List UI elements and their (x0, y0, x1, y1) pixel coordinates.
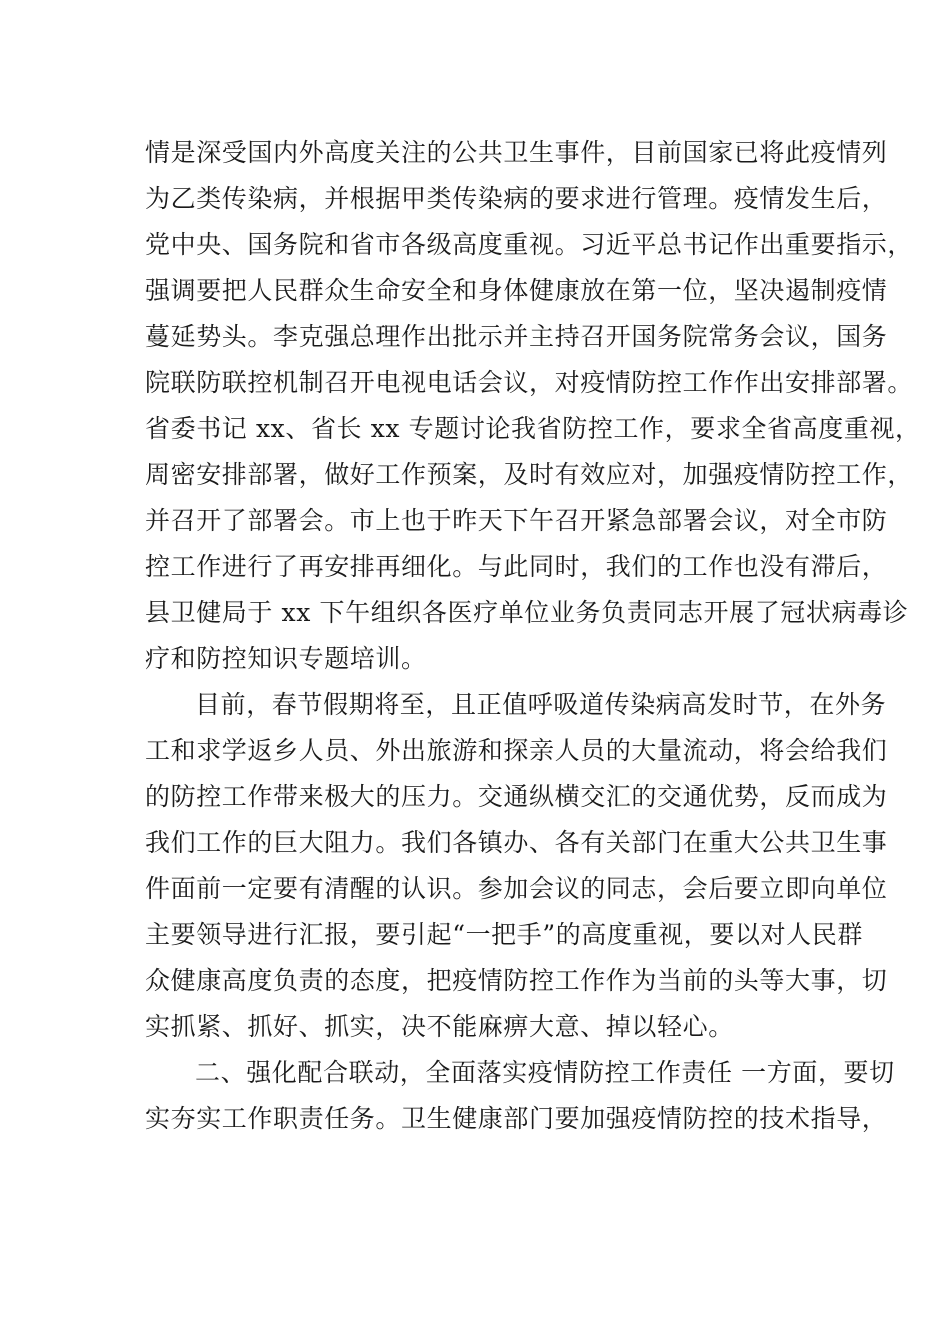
text-line: 控工作进行了再安排再细化。与此同时，我们的工作也没有滞后， (145, 552, 888, 581)
text-line: 蔓延势头。李克强总理作出批示并主持召开国务院常务会议，国务 (145, 322, 888, 351)
text-line: 众健康高度负责的态度，把疫情防控工作作为当前的头等大事，切 (145, 966, 888, 995)
document-body (145, 130, 921, 1142)
text-line: 周密安排部署，做好工作预案，及时有效应对，加强疫情防控工作， (145, 460, 914, 489)
text-line: 强调要把人民群众生命安全和身体健康放在第一位，坚决遏制疫情 (145, 276, 888, 305)
text-line: 为乙类传染病，并根据甲类传染病的要求进行管理。疫情发生后， (145, 184, 888, 213)
text-line: 实夯实工作职责任务。卫生健康部门要加强疫情防控的技术指导， (145, 1104, 888, 1133)
text-line: 我们工作的巨大阻力。我们各镇办、各有关部门在重大公共卫生事 (145, 828, 888, 857)
text-line: 院联防联控机制召开电视电话会议，对疫情防控工作作出安排部署。 (145, 368, 914, 397)
text-line: 省委书记 xx、省长 xx 专题讨论我省防控工作，要求全省高度重视， (145, 414, 921, 443)
text-line: 情是深受国内外高度关注的公共卫生事件，目前国家已将此疫情列 (145, 138, 888, 167)
text-line: 目前，春节假期将至，且正值呼吸道传染病高发时节，在外务 (195, 690, 887, 719)
text-line: 主要领导进行汇报，要引起“一把手”的高度重视，要以对人民群 (145, 920, 863, 949)
text-line: 实抓紧、抓好、抓实，决不能麻痹大意、掉以轻心。 (145, 1012, 734, 1041)
paragraph-1 (145, 130, 921, 682)
text-line: 件面前一定要有清醒的认识。参加会议的同志，会后要立即向单位 (145, 874, 888, 903)
text-line: 疗和防控知识专题培训。 (145, 644, 427, 673)
text-line: 并召开了部署会。市上也于昨天下午召开紧急部署会议，对全市防 (145, 506, 888, 535)
text-line: 的防控工作带来极大的压力。交通纵横交汇的交通优势，反而成为 (145, 782, 888, 811)
paragraph-3 (145, 1050, 895, 1142)
text-line: 党中央、国务院和省市各级高度重视。习近平总书记作出重要指示， (145, 230, 914, 259)
text-line: 二、强化配合联动，全面落实疫情防控工作责任 一方面，要切 (195, 1058, 895, 1087)
text-line: 工和求学返乡人员、外出旅游和探亲人员的大量流动，将会给我们 (145, 736, 888, 765)
text-line: 县卫健局于 xx 下午组织各医疗单位业务负责同志开展了冠状病毒诊 (145, 598, 909, 627)
paragraph-2 (145, 682, 888, 1050)
